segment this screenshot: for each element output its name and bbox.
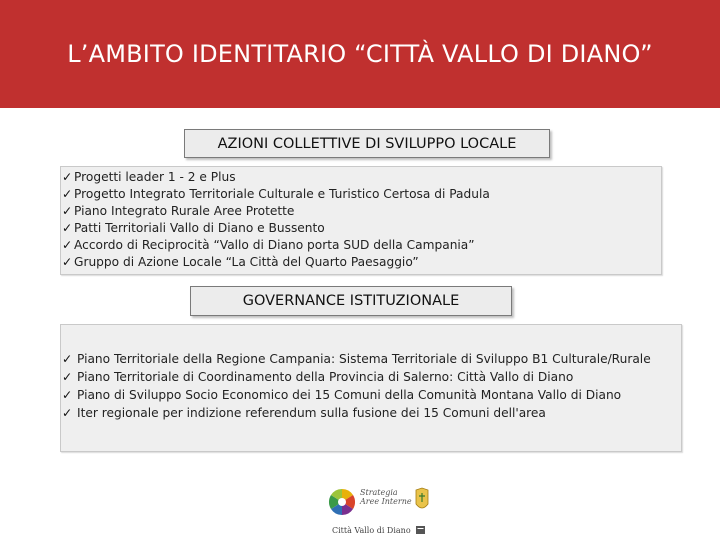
check-icon: ✓	[62, 352, 73, 366]
governance-list	[62, 350, 651, 422]
page-title: L’AMBITO IDENTITARIO “CITTÀ VALLO DI DIANO”	[67, 40, 653, 68]
list-item: ✓ Gruppo di Azione Locale “La Città del Quarto Paesaggio”	[62, 255, 419, 269]
check-icon: ✓	[62, 406, 73, 420]
azioni-list	[62, 169, 490, 271]
check-icon: ✓	[62, 204, 73, 218]
check-icon: ✓	[62, 221, 73, 235]
check-icon: ✓	[62, 187, 73, 201]
check-icon: ✓	[62, 170, 73, 184]
list-item: ✓ Accordo di Reciprocità “Vallo di Diano porta SUD della Campania”	[62, 238, 475, 252]
check-icon: ✓	[62, 370, 73, 384]
list-item: ✓ Piano Territoriale della Regione Campania: Sistema Territoriale di Sviluppo B1 Culturale/Rurale	[62, 352, 651, 366]
list-item: ✓ Iter regionale per indizione referendum sulla fusione dei 15 Comuni dell'area	[62, 406, 546, 420]
check-icon: ✓	[62, 255, 73, 269]
list-item: ✓ Piano Territoriale di Coordinamento della Provincia di Salerno: Città Vallo di Diano	[62, 370, 574, 384]
logo-text-strategia: Strategia	[360, 488, 398, 497]
list-item: ✓ Piano di Sviluppo Socio Economico dei 15 Comuni della Comunità Montana Vallo di Diano	[62, 388, 622, 402]
section-heading-governance: GOVERNANCE ISTITUZIONALE	[190, 286, 512, 316]
list-item: ✓ Patti Territoriali Vallo di Diano e Bussento	[62, 221, 325, 235]
list-item: ✓ Progetti leader 1 - 2 e Plus	[62, 170, 236, 184]
check-icon: ✓	[62, 388, 73, 402]
logo-caption: Città Vallo di Diano	[332, 526, 411, 535]
title-banner	[0, 0, 720, 108]
check-icon: ✓	[62, 238, 73, 252]
section-heading-azioni: AZIONI COLLETTIVE DI SVILUPPO LOCALE	[184, 129, 550, 158]
list-item: ✓ Piano Integrato Rurale Aree Protette	[62, 204, 295, 218]
list-item: ✓ Progetto Integrato Territoriale Culturale e Turistico Certosa di Padula	[62, 187, 490, 201]
logo-text-aree-interne: Aree Interne	[360, 497, 412, 506]
strategia-aree-interne-logo	[324, 484, 436, 538]
